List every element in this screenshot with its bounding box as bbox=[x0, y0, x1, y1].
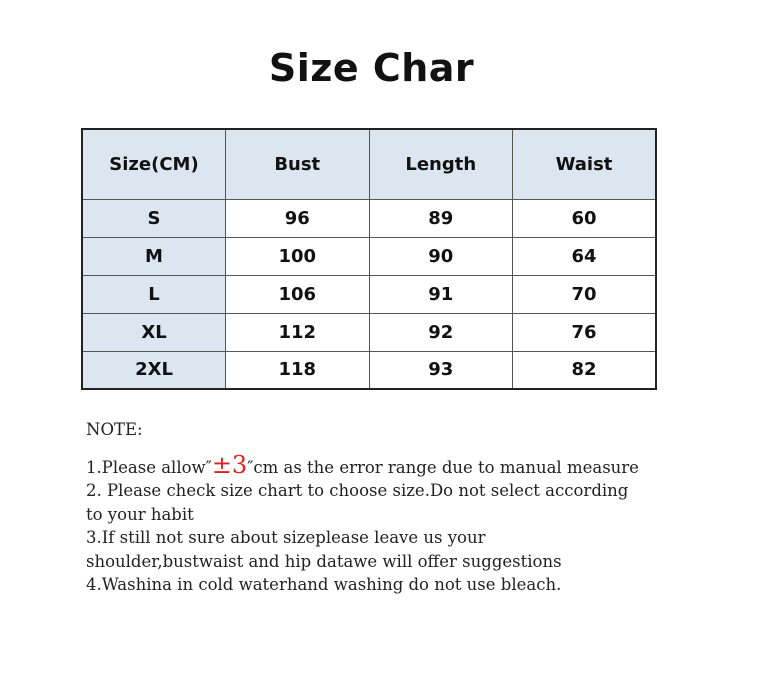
bust-cell: 112 bbox=[226, 313, 370, 351]
header-size: Size(CM) bbox=[82, 129, 226, 199]
waist-cell: 76 bbox=[513, 313, 657, 351]
note-item-4: 4.Washina in cold waterhand washing do not use bleach. bbox=[86, 575, 562, 594]
table-row bbox=[82, 351, 656, 389]
table-row bbox=[82, 199, 656, 237]
table-header-row bbox=[82, 129, 656, 199]
size-chart-table bbox=[81, 128, 657, 390]
note1-text-before: 1.Please allow″ bbox=[86, 457, 212, 477]
length-cell: 92 bbox=[369, 313, 513, 351]
length-cell: 93 bbox=[369, 351, 513, 389]
bust-cell: 96 bbox=[226, 199, 370, 237]
waist-cell: 60 bbox=[513, 199, 657, 237]
bust-cell: 100 bbox=[226, 237, 370, 275]
waist-cell: 64 bbox=[513, 237, 657, 275]
size-cell: M bbox=[82, 237, 226, 275]
size-cell: 2XL bbox=[82, 351, 226, 389]
header-waist: Waist bbox=[513, 129, 657, 199]
notes-section bbox=[86, 418, 646, 597]
table-row bbox=[82, 313, 656, 351]
waist-cell: 82 bbox=[513, 351, 657, 389]
bust-cell: 106 bbox=[226, 275, 370, 313]
error-range-value: ±3 bbox=[211, 450, 248, 479]
note-item-1 bbox=[86, 450, 646, 480]
length-cell: 89 bbox=[369, 199, 513, 237]
table-row bbox=[82, 237, 656, 275]
length-cell: 91 bbox=[369, 275, 513, 313]
note1-text-after: ″cm as the error range due to manual measure bbox=[247, 457, 639, 477]
note-item-2: 2. Please check size chart to choose size.Do not select according to your habit bbox=[86, 481, 629, 524]
length-cell: 90 bbox=[369, 237, 513, 275]
waist-cell: 70 bbox=[513, 275, 657, 313]
size-cell: XL bbox=[82, 313, 226, 351]
page-title: Size Char bbox=[268, 46, 475, 90]
header-length: Length bbox=[369, 129, 513, 199]
table-row bbox=[82, 275, 656, 313]
note-item-3: 3.If still not sure about sizeplease leave us your shoulder,bustwaist and hip datawe will offer suggestions bbox=[86, 528, 562, 571]
size-cell: S bbox=[82, 199, 226, 237]
header-bust: Bust bbox=[226, 129, 370, 199]
size-cell: L bbox=[82, 275, 226, 313]
note-label: NOTE: bbox=[86, 420, 143, 439]
bust-cell: 118 bbox=[226, 351, 370, 389]
